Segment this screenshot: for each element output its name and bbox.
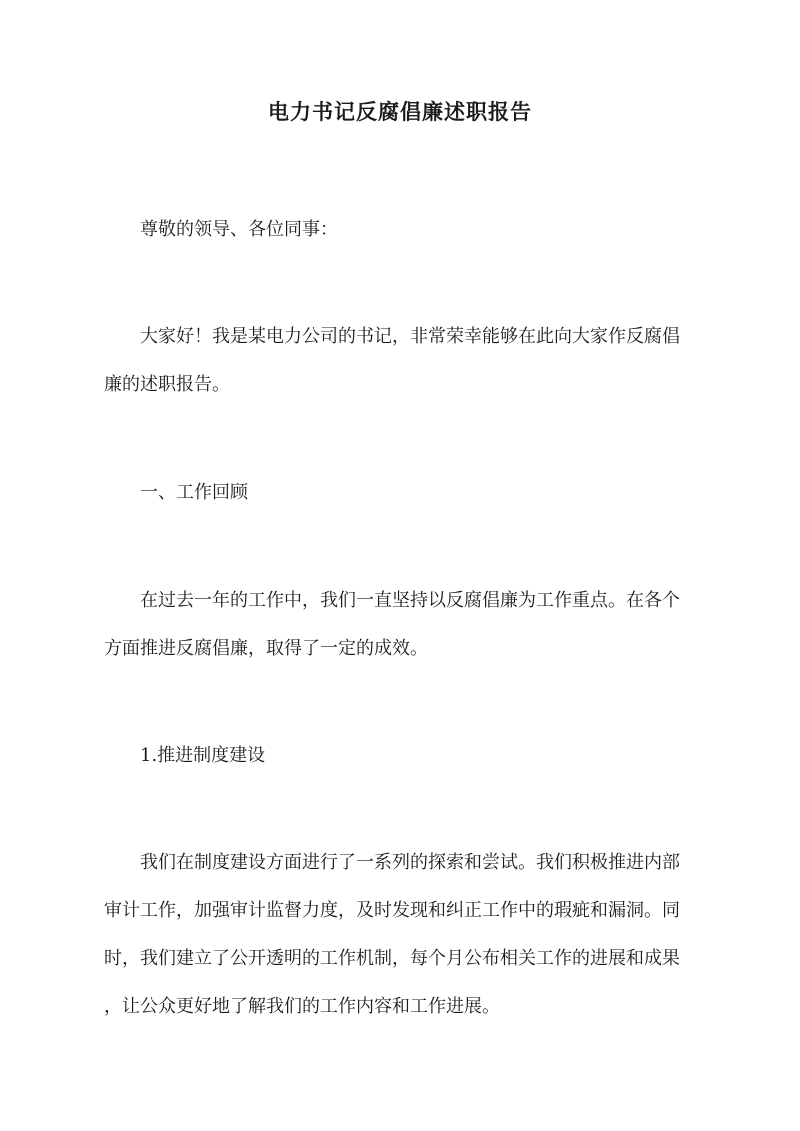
greeting: 尊敬的领导、各位同事： xyxy=(140,219,338,240)
intro-line-1: 大家好！我是某电力公司的书记，非常荣幸能够在此向大家作反腐倡 xyxy=(140,326,680,347)
subsection-heading: 1.推进制度建设 xyxy=(140,745,266,766)
subsection-paragraph-line-2: 审计工作，加强审计监督力度，及时发现和纠正工作中的瑕疵和漏洞。同 xyxy=(104,900,680,921)
section-paragraph-line-1: 在过去一年的工作中，我们一直坚持以反腐倡廉为工作重点。在各个 xyxy=(140,590,680,611)
section-paragraph-line-2: 方面推进反腐倡廉，取得了一定的成效。 xyxy=(104,638,428,659)
subsection-paragraph-line-1: 我们在制度建设方面进行了一系列的探索和尝试。我们积极推进内部 xyxy=(140,852,680,873)
subsection-paragraph-line-4: ，让公众更好地了解我们的工作内容和工作进展。 xyxy=(104,996,500,1017)
subsection-paragraph-line-3: 时，我们建立了公开透明的工作机制，每个月公布相关工作的进展和成果 xyxy=(104,948,680,969)
intro-line-2: 廉的述职报告。 xyxy=(104,374,230,395)
document-title: 电力书记反腐倡廉述职报告 xyxy=(268,99,532,124)
section-heading: 一、工作回顾 xyxy=(140,482,248,503)
